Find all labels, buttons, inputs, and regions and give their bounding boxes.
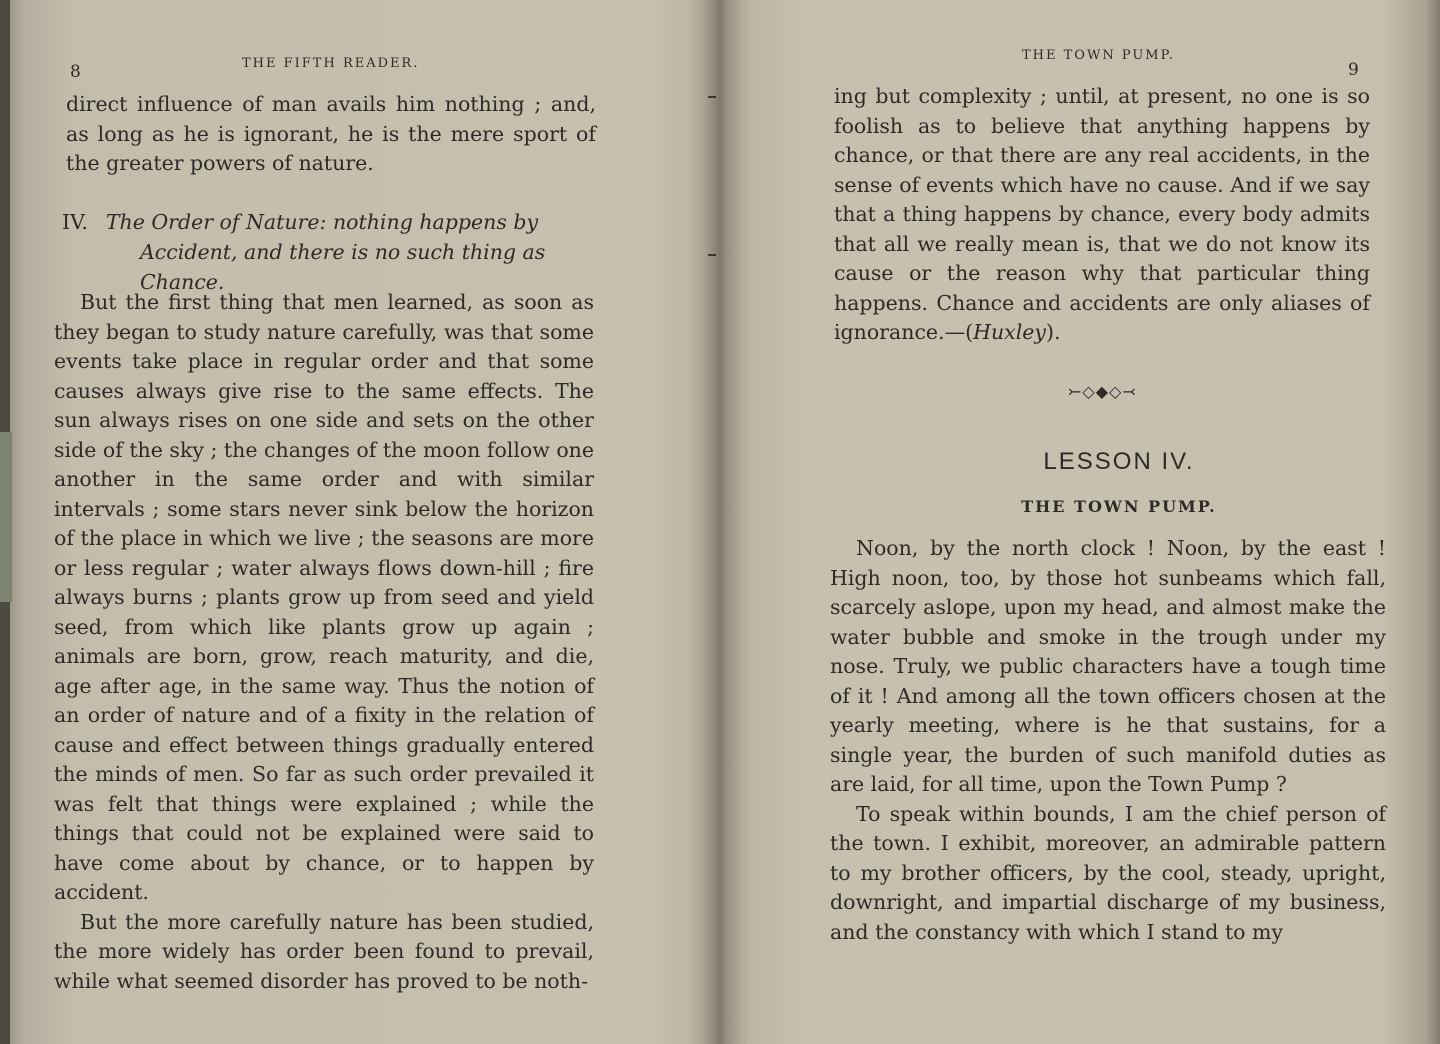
margin-mark	[708, 254, 716, 256]
margin-mark	[708, 96, 716, 98]
continued-text	[834, 82, 1370, 348]
page-number: 9	[1348, 60, 1359, 80]
book-gutter	[690, 0, 750, 1044]
lesson-title: LESSON IV.	[1043, 448, 1195, 475]
intro-text	[66, 90, 596, 179]
section-number: IV.	[62, 210, 88, 234]
lesson-text	[830, 534, 1386, 947]
section-title-line2: Accident, and there is no such thing as	[140, 240, 546, 264]
left-page	[30, 0, 600, 1044]
paragraph: But the more carefully nature has been studied, the more widely has order been found to prevail, while what seemed disorder has proved to be noth-	[54, 909, 594, 993]
right-page	[828, 0, 1390, 1044]
running-head: THE FIFTH READER.	[242, 56, 420, 71]
section-heading	[62, 207, 596, 297]
continued-paragraph	[834, 82, 1370, 348]
section-ornament: ⤚◇◆◇⤙	[1068, 382, 1137, 401]
section-title-line3: Chance.	[140, 270, 225, 294]
main-text	[54, 288, 594, 996]
intro-paragraph: direct influence of man avails him nothing ; and, as long as he is ignorant, he is the mere sport of the greater powers of nature.	[66, 92, 596, 175]
page-tab-strip	[0, 432, 12, 602]
continued-body: ing but complexity ; until, at present, no one is so foolish as to believe that anything happens by chance, or that there are any real accidents, in the sense of events which have no cause. And if we say that a thing happens by chance, every body admits that all we really mean is, that we do not know its cause or the reason why that particular thing happens. Chance and accidents are only aliases of ignorance.—(	[834, 84, 1370, 344]
page-number: 8	[70, 62, 81, 82]
paragraph: Noon, by the north clock ! Noon, by the east ! High noon, too, by those hot sunbeams which fall, scarcely aslope, upon my head, and almost make the water bubble and smoke in the trough under my nose. Truly, we public characters have a tough time of it ! And among all the town officers chosen at the yearly meeting, where is he that sustains, for a single year, the burden of such manifold duties as are laid, for all time, upon the Town Pump ?	[830, 536, 1386, 796]
paragraph: To speak within bounds, I am the chief person of the town. I exhibit, moreover, an admirable pattern to my brother officers, by the cool, steady, upright, downright, and impartial discharge of my business, and the constancy with which I stand to my	[830, 801, 1386, 944]
section-title-line1: The Order of Nature: nothing happens by	[105, 210, 539, 234]
running-head: THE TOWN PUMP.	[1022, 48, 1175, 63]
paragraph: But the first thing that men learned, as soon as they began to study nature carefully, was that some events take place in regular order and that some causes always give rise to the same effects. The sun always rises on one side and sets on the other side of the sky ; the changes of the moon follow one another in the same order and with similar intervals ; some stars never sink below the horizon of the place in which we live ; the seasons are more or less regular ; water always flows down-hill ; fire always burns ; plants grow up from seed and yield seed, from which like plants grow up again ; animals are born, grow, reach maturity, and die, age after age, in the same way. Thus the notion of an order of nature and of a fixity in the relation of cause and effect between things gradually entered the minds of men. So far as such order prevailed it was felt that things were explained ; while the things that could not be explained were said to have come about by chance, or to happen by accident.	[54, 290, 594, 904]
attribution-close: ).	[1046, 320, 1061, 344]
lesson-subtitle: THE TOWN PUMP.	[1021, 497, 1217, 516]
attribution: Huxley	[973, 320, 1046, 344]
